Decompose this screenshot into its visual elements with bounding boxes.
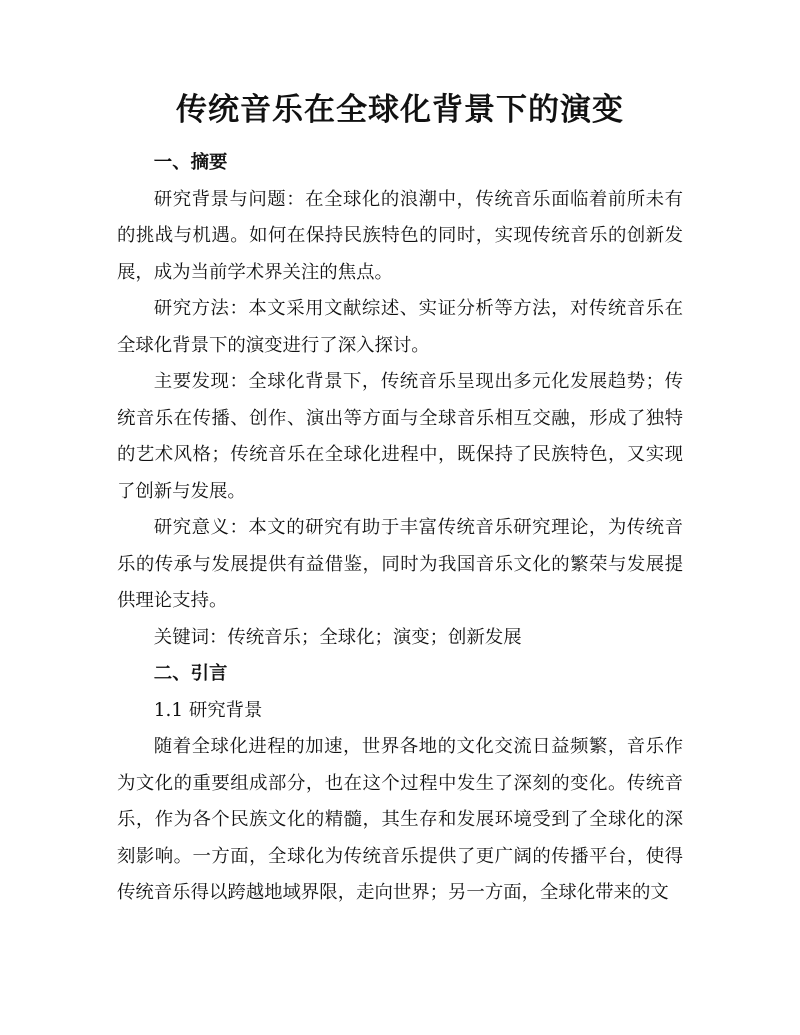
section-heading-abstract: 一、摘要 (153, 152, 228, 173)
paragraph-background: 研究背景与问题：在全球化的浪潮中，传统音乐面临着前所未有的挑战与机遇。如何在保持民族特色的同时，实现传统音乐的创新发展，成为当前学术界关注的焦点。 (117, 188, 683, 283)
subsection-heading-background: 1.1 研究背景 (153, 699, 263, 721)
section-heading-introduction: 二、引言 (153, 663, 228, 684)
paragraph-method: 研究方法：本文采用文献综述、实证分析等方法，对传统音乐在全球化背景下的演变进行了深入探讨。 (117, 298, 683, 356)
paragraph-introduction: 随着全球化进程的加速，世界各地的文化交流日益频繁，音乐作为文化的重要组成部分，也在这个过程中发生了深刻的变化。传统音乐，作为各个民族文化的精髓，其生存和发展环境受到了全球化的深刻影响。一方面，全球化为传统音乐提供了更广阔的传播平台，使得传统音乐得以跨越地域界限，走向世界；另一方面，全球化带来的文 (117, 736, 683, 903)
document-body (117, 145, 683, 912)
paragraph-significance: 研究意义：本文的研究有助于丰富传统音乐研究理论，为传统音乐的传承与发展提供有益借鉴，同时为我国音乐文化的繁荣与发展提供理论支持。 (117, 517, 683, 611)
paragraph-findings: 主要发现：全球化背景下，传统音乐呈现出多元化发展趋势；传统音乐在传播、创作、演出等方面与全球音乐相互交融，形成了独特的艺术风格；传统音乐在全球化进程中，既保持了民族特色，又实现了创新与发展。 (117, 371, 683, 502)
document-title: 传统音乐在全球化背景下的演变 (176, 92, 624, 128)
keywords-line: 关键词：传统音乐；全球化；演变；创新发展 (153, 626, 522, 648)
